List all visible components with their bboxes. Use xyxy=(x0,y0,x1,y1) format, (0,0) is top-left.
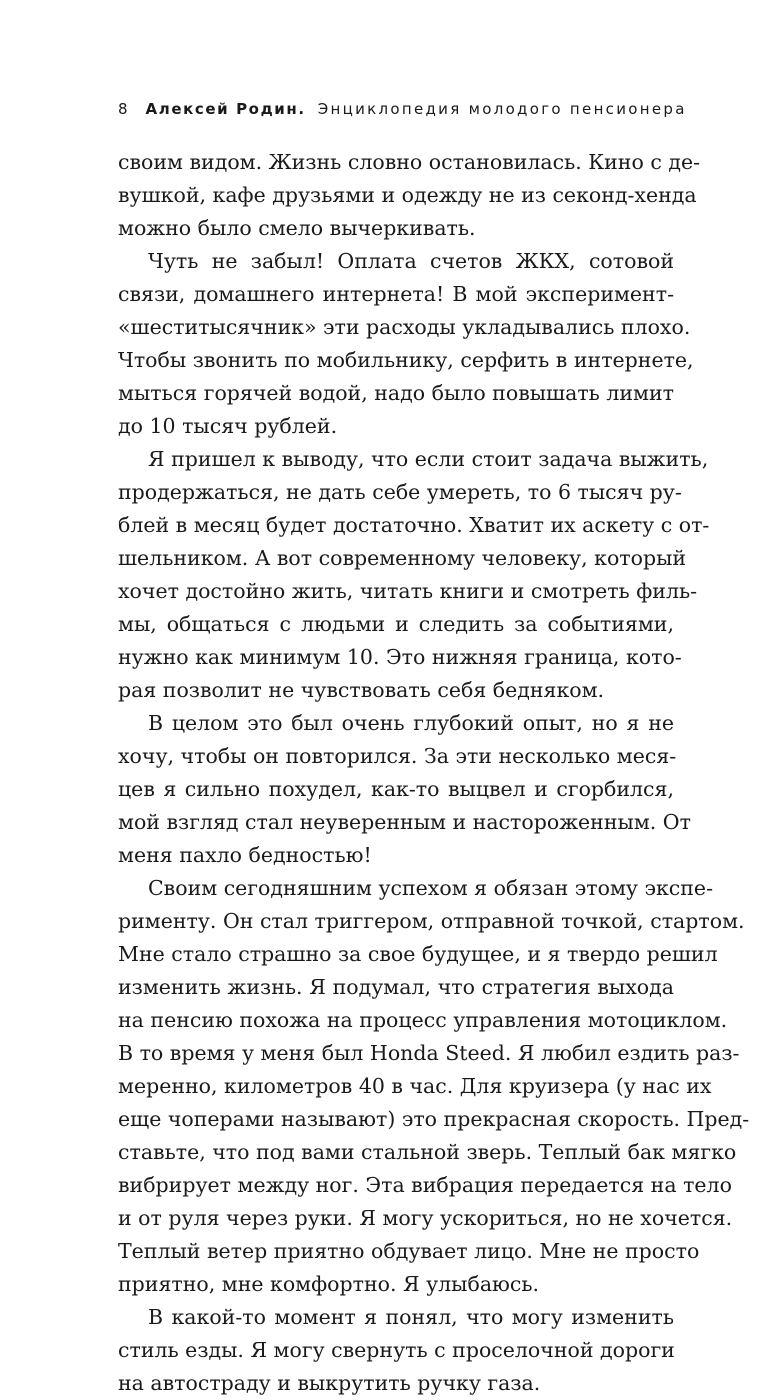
text-line: на пенсию похожа на процесс управления мотоциклом. xyxy=(118,1008,728,1032)
paragraph xyxy=(118,443,710,707)
text-line: Своим сегодняшним успехом я обязан этому экспе- xyxy=(148,876,713,900)
text-line: приятно, мне комфортно. Я улыбаюсь. xyxy=(118,1272,540,1296)
text-line: рименту. Он стал триггером, отправной точкой, стартом. xyxy=(118,909,745,933)
text-line: изменить жизнь. Я подумал, что стратегия выхода xyxy=(118,975,674,999)
text-line: нужно как минимум 10. Это нижняя граница, кото- xyxy=(118,645,682,669)
text-line: Теплый ветер приятно обдувает лицо. Мне не просто xyxy=(118,1239,700,1263)
text-line: Чтобы звонить по мобильнику, серфить в интернете, xyxy=(118,348,694,372)
text-line: хочу, чтобы он повторился. За эти несколько меся- xyxy=(118,744,677,768)
text-line: стиль езды. Я могу свернуть с проселочной дороги xyxy=(118,1338,675,1362)
text-line: продержаться, не дать себе умереть, то 6 тысяч ру- xyxy=(118,480,682,504)
text-line: В какой-то момент я понял, что могу изменить xyxy=(148,1305,674,1329)
text-line: В то время у меня был Honda Steed. Я любил ездить раз- xyxy=(118,1041,740,1065)
text-line: «шеститысячник» эти расходы укладывались плохо. xyxy=(118,315,691,339)
text-line: вушкой, кафе друзьями и одежду не из секонд-хенда xyxy=(118,183,697,207)
text-line: рая позволит не чувствовать себя бедняком. xyxy=(118,678,605,702)
running-head xyxy=(118,96,687,122)
text-line: связи, домашнего интернета! В мой эксперимент- xyxy=(118,282,674,306)
text-line: Чуть не забыл! Оплата счетов ЖКХ, сотовой xyxy=(148,249,674,273)
author-name: Алексей Родин. xyxy=(145,100,306,118)
text-line: цев я сильно похудел, как-то выцвел и сгорбился, xyxy=(118,777,674,801)
text-line: шельником. А вот современному человеку, который xyxy=(118,546,687,570)
text-line: можно было смело вычеркивать. xyxy=(118,216,476,240)
text-line: до 10 тысяч рублей. xyxy=(118,414,338,438)
text-line: мы, общаться с людьми и следить за событиями, xyxy=(118,612,674,636)
paragraph xyxy=(118,707,691,872)
text-line: хочет достойно жить, читать книги и смотреть филь- xyxy=(118,579,698,603)
page-number: 8 xyxy=(118,100,128,118)
text-line: меренно, километров 40 в час. Для круизера (у нас их xyxy=(118,1074,712,1098)
paragraph xyxy=(118,872,750,1301)
text-line: и от руля через руки. Я могу ускориться, но не хочется. xyxy=(118,1206,733,1230)
text-line: мыться горячей водой, надо было повышать лимит xyxy=(118,381,674,405)
text-line: Я пришел к выводу, что если стоит задача выжить, xyxy=(148,447,709,471)
text-line: на автостраду и выкрутить ручку газа. xyxy=(118,1371,541,1395)
paragraph xyxy=(118,1301,674,1400)
text-line: ставьте, что под вами стальной зверь. Теплый бак мягко xyxy=(118,1140,737,1164)
text-line: В целом это был очень глубокий опыт, но я не xyxy=(148,711,674,735)
book-title: Энциклопедия молодого пенсионера xyxy=(317,100,687,118)
text-line: блей в месяц будет достаточно. Хватит их аскету с от- xyxy=(118,513,710,537)
paragraph xyxy=(118,146,701,245)
text-line: вибрирует между ног. Эта вибрация передается на тело xyxy=(118,1173,732,1197)
paragraph xyxy=(118,245,694,443)
text-line: Мне стало страшно за свое будущее, и я твердо решил xyxy=(118,942,718,966)
text-line: меня пахло бедностью! xyxy=(118,843,372,867)
text-line: своим видом. Жизнь словно остановилась. Кино с де- xyxy=(118,150,701,174)
text-line: еще чоперами называют) это прекрасная скорость. Пред- xyxy=(118,1107,750,1131)
body-text xyxy=(118,146,750,1400)
text-line: мой взгляд стал неуверенным и настороженным. От xyxy=(118,810,691,834)
